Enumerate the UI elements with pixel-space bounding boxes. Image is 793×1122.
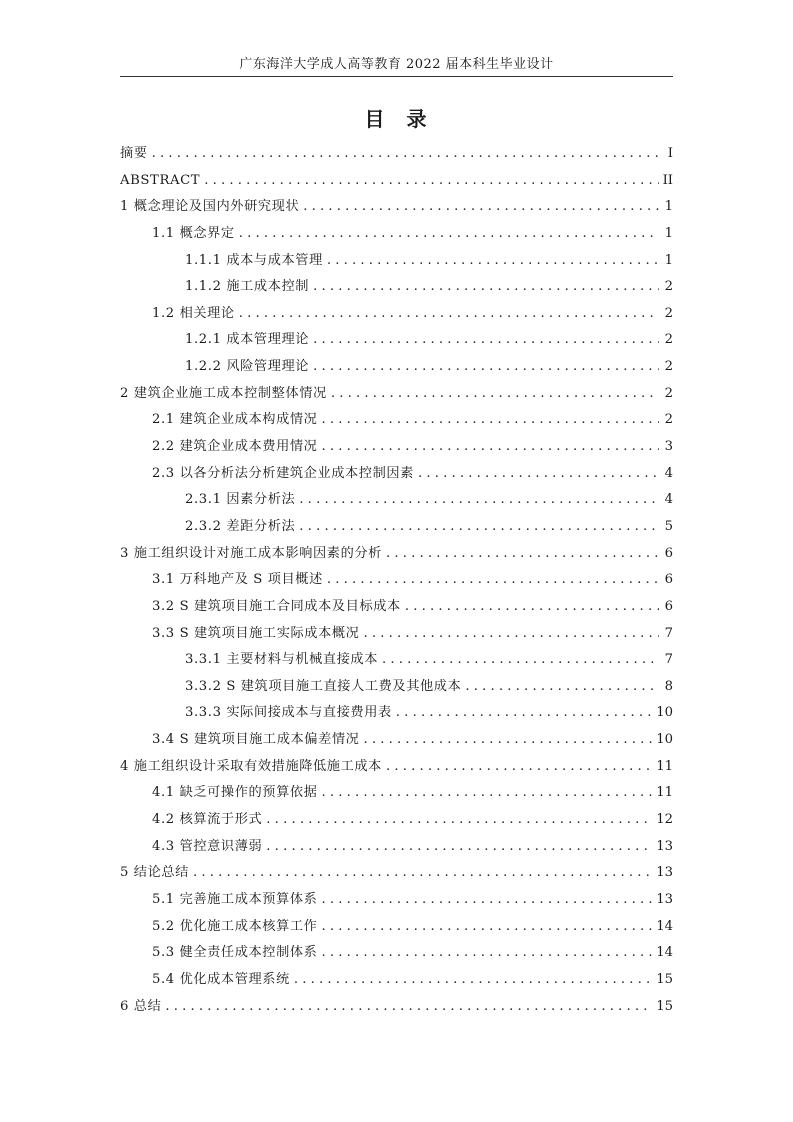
dot-leader (152, 141, 659, 168)
toc-entry-page: 10 (656, 705, 673, 721)
toc-entry-label: 5.3 健全责任成本控制体系 (152, 945, 318, 961)
dot-leader (266, 834, 652, 861)
toc-entry-page: 7 (664, 652, 673, 668)
toc-entry-label: 2.3.1 因素分析法 (185, 492, 296, 508)
toc-entry-page: 12 (656, 812, 673, 828)
toc-entry-page: 11 (656, 758, 673, 774)
dot-leader (204, 168, 658, 195)
toc-entry-label: 4.1 缺乏可操作的预算依据 (152, 785, 318, 801)
dot-leader (363, 621, 659, 648)
toc-entry-1-2-1[interactable] (120, 327, 673, 354)
dot-leader (321, 887, 652, 914)
toc-entry-label: 4 施工组织设计采取有效措施降低施工成本 (120, 758, 382, 774)
dot-leader (303, 194, 659, 221)
toc-entry-page: 6 (664, 598, 673, 614)
toc-entry-2-1[interactable] (120, 407, 673, 434)
toc-entry-label: 3.3.1 主要材料与机械直接成本 (185, 652, 379, 668)
toc-entry-label: 1.1 概念界定 (152, 225, 235, 241)
toc-entry-label: 1.1.1 成本与成本管理 (185, 252, 323, 268)
toc-entry-page: 13 (656, 891, 673, 907)
toc-entry-abstract-en[interactable] (120, 168, 673, 195)
page-header (120, 54, 673, 77)
toc-entry-page: 2 (664, 279, 673, 295)
toc-entry-label: 5 结论总结 (120, 865, 189, 881)
dot-leader (321, 914, 652, 941)
toc-entry-page: 6 (664, 545, 673, 561)
toc-entry-4-1[interactable] (120, 780, 673, 807)
dot-leader (299, 487, 659, 514)
toc-entry-page: 2 (664, 412, 673, 428)
dot-leader (266, 807, 652, 834)
header-text: 广东海洋大学成人高等教育 2022 届本科生毕业设计 (239, 57, 554, 72)
toc-entry-label: 5.2 优化施工成本核算工作 (152, 918, 318, 934)
dot-leader (239, 221, 659, 248)
toc-entry-label: 3.3 S 建筑项目施工实际成本概况 (152, 625, 360, 641)
toc-entry-label: 2.1 建筑企业成本构成情况 (152, 412, 318, 428)
toc-entry-1-1-1[interactable] (120, 248, 673, 275)
dot-leader (363, 727, 652, 754)
toc-entry-label: 3.3.2 S 建筑项目施工直接人工费及其他成本 (185, 678, 462, 694)
toc-entry-3-3-2[interactable] (120, 674, 673, 701)
toc-entry-page: 7 (664, 625, 673, 641)
dot-leader (313, 327, 659, 354)
toc-entry-page: 4 (664, 492, 673, 508)
toc-entry-label: 2.3.2 差距分析法 (185, 518, 296, 534)
toc-entry-label: 5.1 完善施工成本预算体系 (152, 891, 318, 907)
toc-entry-2[interactable] (120, 381, 673, 408)
toc-entry-label: ABSTRACT (120, 172, 201, 188)
dot-leader (165, 994, 652, 1021)
dot-leader (382, 647, 659, 674)
dot-leader (396, 700, 652, 727)
toc-entry-1-2-2[interactable] (120, 354, 673, 381)
toc-entry-page: 11 (656, 785, 673, 801)
toc-title (0, 103, 793, 132)
toc-entry-label: 1.2.1 成本管理理论 (185, 332, 310, 348)
toc-entry-3[interactable] (120, 541, 673, 568)
dot-leader (405, 594, 659, 621)
toc-entry-3-1[interactable] (120, 567, 673, 594)
toc-entry-page: 1 (664, 252, 673, 268)
toc-entry-5-3[interactable] (120, 940, 673, 967)
toc-entry-5-4[interactable] (120, 967, 673, 994)
toc-entry-4[interactable] (120, 754, 673, 781)
toc-entry-label: 3.1 万科地产及 S 项目概述 (152, 572, 323, 588)
dot-leader (327, 248, 659, 275)
toc-entry-page: 1 (664, 225, 673, 241)
toc-entry-page: 14 (656, 918, 673, 934)
dot-leader (321, 407, 659, 434)
toc-entry-4-2[interactable] (120, 807, 673, 834)
dot-leader (193, 860, 652, 887)
toc-entry-1-2[interactable] (120, 301, 673, 328)
dot-leader (386, 754, 652, 781)
toc-entry-3-3-1[interactable] (120, 647, 673, 674)
toc-entry-page: 4 (664, 465, 673, 481)
dot-leader (331, 381, 659, 408)
toc-entry-label: 6 总结 (120, 998, 162, 1014)
toc-entry-label: 3.3.3 实际间接成本与直接费用表 (185, 705, 392, 721)
toc-entry-label: 3.4 S 建筑项目施工成本偏差情况 (152, 732, 360, 748)
toc-entry-label: 1.2 相关理论 (152, 305, 235, 321)
toc-entry-page: 14 (656, 945, 673, 961)
toc-entry-1[interactable] (120, 194, 673, 221)
toc-entry-6[interactable] (120, 994, 673, 1021)
dot-leader (386, 541, 659, 568)
dot-leader (321, 940, 652, 967)
dot-leader (327, 567, 659, 594)
toc-entry-3-3[interactable] (120, 621, 673, 648)
toc-entry-1-1[interactable] (120, 221, 673, 248)
toc-entry-page: 15 (656, 971, 673, 987)
toc-entry-page: 10 (656, 732, 673, 748)
toc-entry-5-1[interactable] (120, 887, 673, 914)
toc-entry-2-3-1[interactable] (120, 487, 673, 514)
toc-entry-3-3-3[interactable] (120, 700, 673, 727)
toc-entry-label: 3 施工组织设计对施工成本影响因素的分析 (120, 545, 382, 561)
toc-entry-page: I (667, 146, 673, 161)
toc-entry-page: 15 (656, 998, 673, 1014)
toc-entry-label: 4.3 管控意识薄弱 (152, 838, 263, 854)
toc-entry-abstract-cn[interactable] (120, 141, 673, 168)
dot-leader (299, 514, 659, 541)
dot-leader (321, 434, 659, 461)
toc-entry-5-2[interactable] (120, 914, 673, 941)
toc-entry-page: 2 (664, 385, 673, 401)
toc-entry-label: 1.1.2 施工成本控制 (185, 279, 310, 295)
toc-entry-label: 4.2 核算流于形式 (152, 812, 263, 828)
toc-entry-page: 1 (664, 199, 673, 215)
toc-entry-label: 2 建筑企业施工成本控制整体情况 (120, 385, 327, 401)
dot-leader (465, 674, 659, 701)
toc-entry-label: 1 概念理论及国内外研究现状 (120, 199, 300, 215)
toc-entry-page: 6 (664, 572, 673, 588)
toc-entry-2-3-2[interactable] (120, 514, 673, 541)
toc-entry-page: 2 (664, 305, 673, 321)
toc-entry-3-2[interactable] (120, 594, 673, 621)
toc-entry-label: 2.3 以各分析法分析建筑企业成本控制因素 (152, 465, 414, 481)
toc-entry-page: 2 (664, 332, 673, 348)
dot-leader (321, 780, 652, 807)
toc-list (120, 141, 673, 1020)
toc-entry-5[interactable] (120, 860, 673, 887)
toc-entry-page: 3 (664, 439, 673, 455)
toc-entry-page: 13 (656, 865, 673, 881)
dot-leader (418, 461, 659, 488)
toc-title-part2: 录 (406, 107, 429, 131)
toc-entry-label: 摘要 (120, 146, 148, 161)
toc-entry-page: 2 (664, 359, 673, 375)
dot-leader (313, 354, 659, 381)
toc-entry-label: 2.2 建筑企业成本费用情况 (152, 439, 318, 455)
toc-title-part1: 目 (364, 107, 387, 131)
dot-leader (239, 301, 659, 328)
toc-entry-label: 3.2 S 建筑项目施工合同成本及目标成本 (152, 598, 401, 614)
toc-entry-page: 13 (656, 838, 673, 854)
dot-leader (294, 967, 652, 994)
toc-entry-page: 5 (664, 518, 673, 534)
toc-entry-2-3[interactable] (120, 461, 673, 488)
toc-entry-2-2[interactable] (120, 434, 673, 461)
toc-entry-label: 1.2.2 风险管理理论 (185, 359, 310, 375)
toc-entry-page: II (662, 172, 673, 188)
toc-entry-label: 5.4 优化成本管理系统 (152, 971, 290, 987)
dot-leader (313, 274, 659, 301)
toc-entry-4-3[interactable] (120, 834, 673, 861)
toc-entry-3-4[interactable] (120, 727, 673, 754)
toc-entry-1-1-2[interactable] (120, 274, 673, 301)
toc-entry-page: 8 (664, 678, 673, 694)
